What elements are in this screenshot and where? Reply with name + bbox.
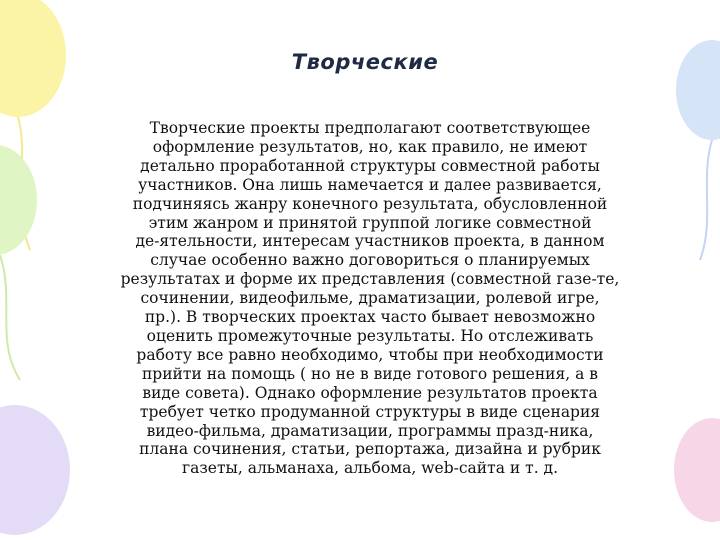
- balloon-blue-icon: [676, 40, 720, 260]
- body-line: детально проработанной структуры совместной работы: [140, 156, 600, 175]
- body-line: работу все равно необходимо, чтобы при необходимости: [136, 345, 604, 364]
- body-line: оформление результатов, но, как правило, не имеют: [152, 137, 588, 156]
- body-line: де-ятельности, интересам участников проекта, в данном: [135, 232, 605, 251]
- body-line: прийти на помощь ( но не в виде готового решения, а в: [141, 364, 599, 383]
- balloon-green-icon: [0, 145, 37, 380]
- body-line: пр.). В творческих проектах часто бывает невозможно: [144, 308, 596, 327]
- balloon-pink-icon: [674, 418, 720, 522]
- body-line: виде совета). Однако оформление результатов проекта: [142, 383, 598, 402]
- body-line: случае особенно важно договориться о планируемых: [150, 251, 590, 270]
- body-line: сочинении, видеофильме, драматизации, ролевой игре,: [140, 289, 600, 308]
- body-line: газеты, альманаха, альбома, web-сайта и т. д.: [181, 459, 559, 478]
- balloon-lavender-icon: [0, 405, 70, 535]
- slide-title: Творческие: [291, 50, 439, 74]
- body-line: подчиняясь жанру конечного результата, обусловленной: [132, 194, 608, 213]
- body-line: Творческие проекты предполагают соответствующее: [149, 119, 591, 137]
- body-paragraph: [65, 119, 675, 478]
- body-line: видео-фильма, драматизации, программы празд-ника,: [146, 421, 594, 440]
- body-line: требует четко продуманной структуры в виде сценария: [139, 402, 601, 421]
- body-line: результатах и форме их представления (совместной газе-те,: [120, 270, 620, 289]
- body-line: оценить промежуточные результаты. Но отслеживать: [146, 326, 594, 345]
- body-line: плана сочинения, статьи, репортажа, дизайна и рубрик: [139, 440, 601, 459]
- body-line: участников. Она лишь намечается и далее развивается,: [138, 175, 602, 194]
- body-line: этим жанром и принятой группой логике совместной: [148, 213, 592, 232]
